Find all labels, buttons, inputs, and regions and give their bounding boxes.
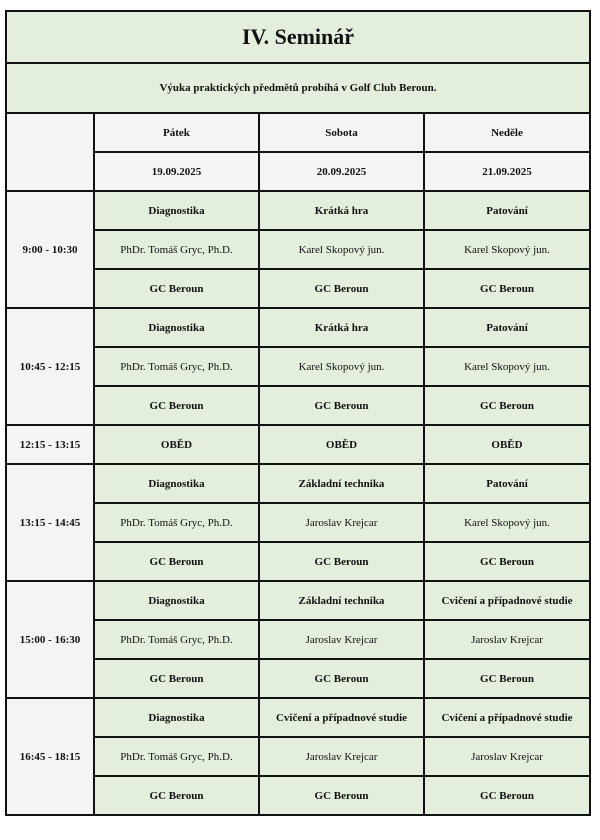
- subject-cell: Diagnostika: [94, 308, 259, 347]
- teacher-cell: Jaroslav Krejcar: [424, 737, 590, 776]
- teacher-cell: PhDr. Tomáš Gryc, Ph.D.: [94, 503, 259, 542]
- location-cell: GC Beroun: [94, 659, 259, 698]
- time-slot: 10:45 - 12:15: [6, 308, 94, 425]
- teacher-cell: PhDr. Tomáš Gryc, Ph.D.: [94, 347, 259, 386]
- teacher-cell: Jaroslav Krejcar: [259, 737, 424, 776]
- time-slot: 12:15 - 13:15: [6, 425, 94, 464]
- schedule-row: [6, 386, 590, 425]
- time-slot: 9:00 - 10:30: [6, 191, 94, 308]
- schedule-row: [6, 620, 590, 659]
- schedule-row: [6, 347, 590, 386]
- teacher-cell: PhDr. Tomáš Gryc, Ph.D.: [94, 230, 259, 269]
- schedule-row: [6, 737, 590, 776]
- teacher-cell: Karel Skopový jun.: [259, 230, 424, 269]
- schedule-row: [6, 542, 590, 581]
- teacher-cell: Jaroslav Krejcar: [424, 620, 590, 659]
- time-slot: 16:45 - 18:15: [6, 698, 94, 815]
- location-cell: GC Beroun: [424, 386, 590, 425]
- subject-cell: Krátká hra: [259, 308, 424, 347]
- header-corner: [6, 113, 94, 191]
- subject-cell: Cvičení a případnové studie: [259, 698, 424, 737]
- day-date-friday: 19.09.2025: [94, 152, 259, 191]
- location-cell: GC Beroun: [259, 269, 424, 308]
- lunch-cell: OBĚD: [259, 425, 424, 464]
- page-subtitle: Výuka praktických předmětů probíhá v Golf Club Beroun.: [6, 63, 590, 113]
- location-cell: GC Beroun: [424, 269, 590, 308]
- location-cell: GC Beroun: [259, 386, 424, 425]
- schedule-row: [6, 191, 590, 230]
- schedule-row-lunch: [6, 425, 590, 464]
- page-title: IV. Seminář: [6, 11, 590, 63]
- location-cell: GC Beroun: [424, 542, 590, 581]
- schedule-row: [6, 659, 590, 698]
- location-cell: GC Beroun: [259, 542, 424, 581]
- teacher-cell: Karel Skopový jun.: [259, 347, 424, 386]
- schedule-row: [6, 581, 590, 620]
- schedule-row: [6, 503, 590, 542]
- location-cell: GC Beroun: [94, 269, 259, 308]
- subject-cell: Diagnostika: [94, 191, 259, 230]
- location-cell: GC Beroun: [94, 542, 259, 581]
- schedule-table: [5, 10, 591, 816]
- subject-cell: Patování: [424, 191, 590, 230]
- location-cell: GC Beroun: [259, 776, 424, 815]
- schedule-row: [6, 230, 590, 269]
- lunch-cell: OBĚD: [94, 425, 259, 464]
- day-name-saturday: Sobota: [259, 113, 424, 152]
- schedule-row: [6, 269, 590, 308]
- subject-cell: Základní technika: [259, 464, 424, 503]
- day-name-sunday: Neděle: [424, 113, 590, 152]
- location-cell: GC Beroun: [94, 776, 259, 815]
- lunch-cell: OBĚD: [424, 425, 590, 464]
- day-name-friday: Pátek: [94, 113, 259, 152]
- schedule-sheet: [5, 10, 589, 816]
- subject-cell: Diagnostika: [94, 464, 259, 503]
- subject-cell: Základní technika: [259, 581, 424, 620]
- subject-cell: Cvičení a případnové studie: [424, 698, 590, 737]
- teacher-cell: PhDr. Tomáš Gryc, Ph.D.: [94, 620, 259, 659]
- day-date-saturday: 20.09.2025: [259, 152, 424, 191]
- subject-cell: Diagnostika: [94, 581, 259, 620]
- subject-cell: Krátká hra: [259, 191, 424, 230]
- subject-cell: Patování: [424, 464, 590, 503]
- teacher-cell: Karel Skopový jun.: [424, 347, 590, 386]
- location-cell: GC Beroun: [424, 659, 590, 698]
- schedule-row: [6, 698, 590, 737]
- day-date-sunday: 21.09.2025: [424, 152, 590, 191]
- teacher-cell: Karel Skopový jun.: [424, 230, 590, 269]
- location-cell: GC Beroun: [94, 386, 259, 425]
- schedule-row: [6, 308, 590, 347]
- schedule-row: [6, 464, 590, 503]
- subject-cell: Diagnostika: [94, 698, 259, 737]
- time-slot: 13:15 - 14:45: [6, 464, 94, 581]
- teacher-cell: Jaroslav Krejcar: [259, 503, 424, 542]
- teacher-cell: Karel Skopový jun.: [424, 503, 590, 542]
- teacher-cell: Jaroslav Krejcar: [259, 620, 424, 659]
- teacher-cell: PhDr. Tomáš Gryc, Ph.D.: [94, 737, 259, 776]
- location-cell: GC Beroun: [424, 776, 590, 815]
- time-slot: 15:00 - 16:30: [6, 581, 94, 698]
- schedule-row: [6, 776, 590, 815]
- subject-cell: Patování: [424, 308, 590, 347]
- subject-cell: Cvičení a případnové studie: [424, 581, 590, 620]
- location-cell: GC Beroun: [259, 659, 424, 698]
